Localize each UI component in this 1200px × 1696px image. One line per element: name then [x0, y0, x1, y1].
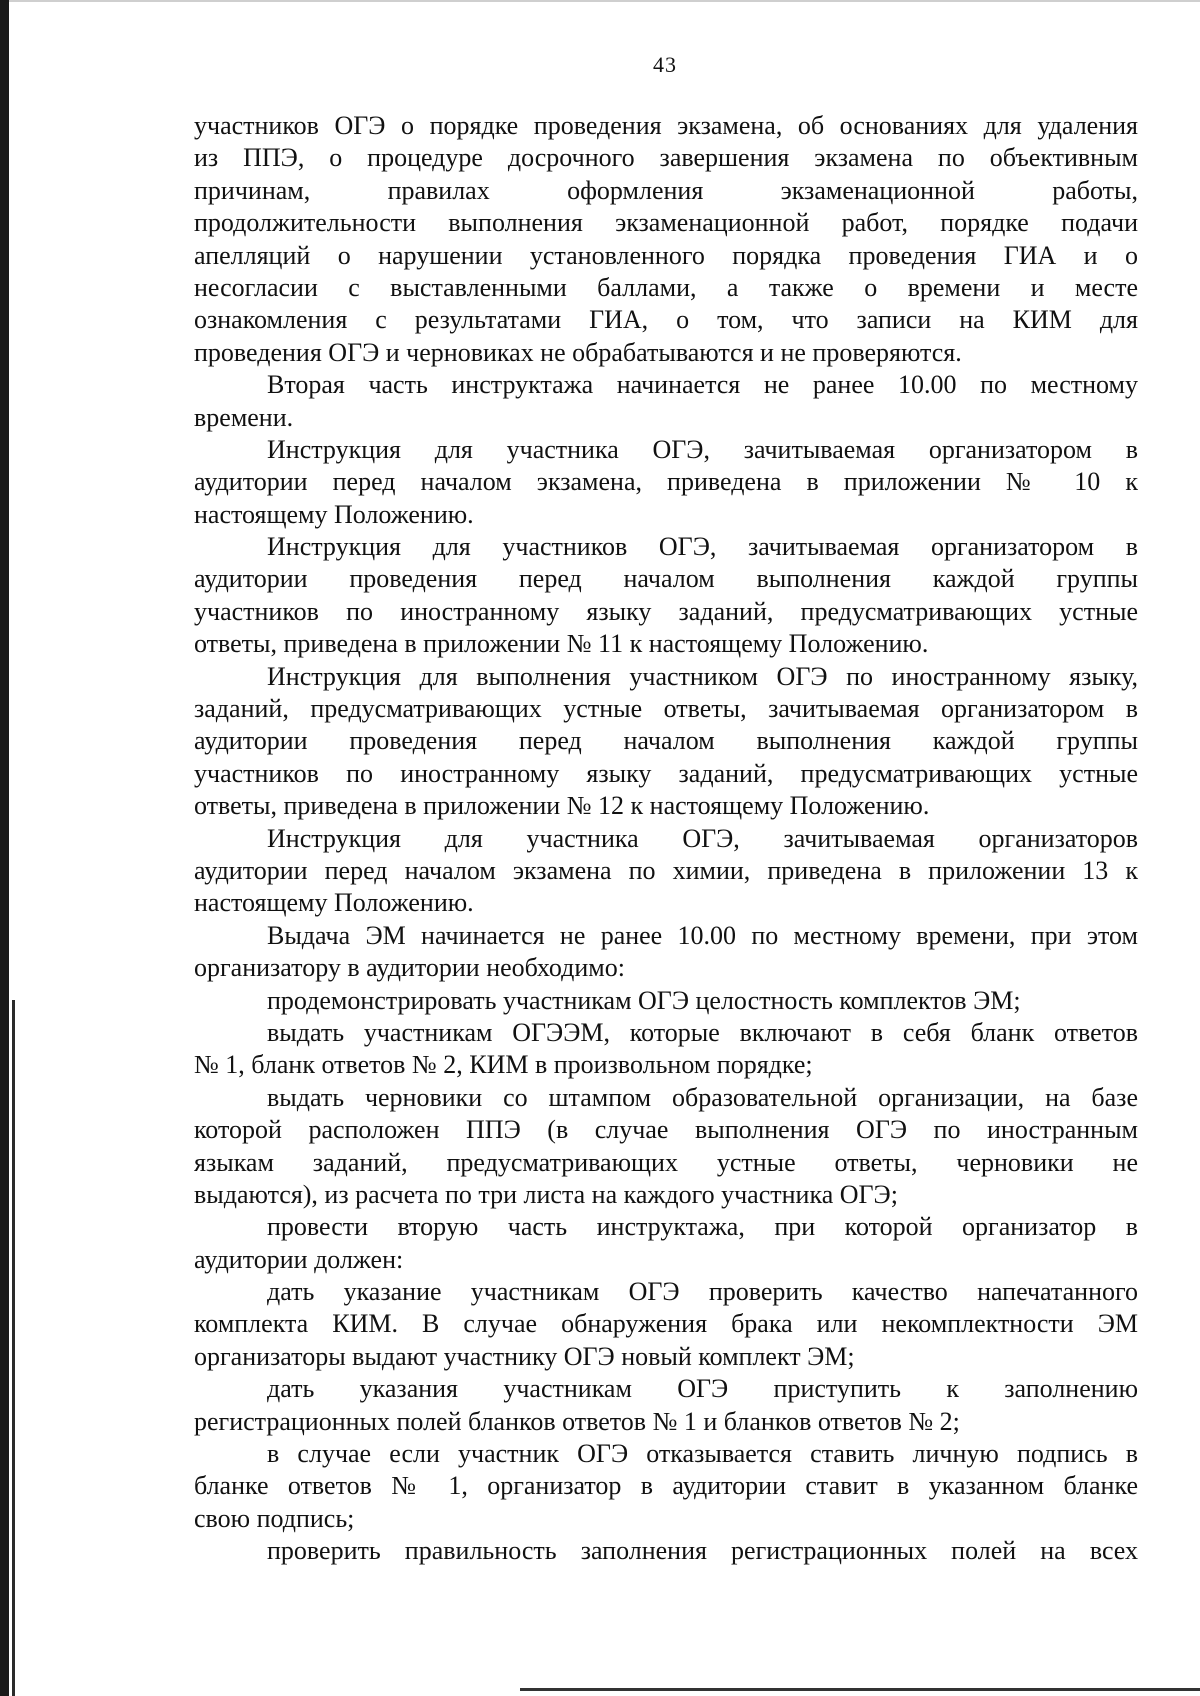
text-line: аудитории проведения перед началом выполнения каждой группы — [194, 564, 1138, 594]
text-line: ответы, приведена в приложении № 12 к настоящему Положению. — [194, 791, 930, 821]
text-line: участников по иностранному языку заданий, предусматривающих устные — [194, 758, 1138, 788]
scan-left-edge — [0, 0, 9, 1696]
text-line: Инструкция для участника ОГЭ, зачитываемая организаторов — [267, 823, 1138, 853]
text-line: Инструкция для выполнения участником ОГЭ по иностранному языку, — [267, 661, 1138, 691]
text-line: продолжительности выполнения экзаменационной работ, порядке подачи — [194, 208, 1138, 238]
text-line: несогласии с выставленными баллами, а также о времени и месте — [194, 272, 1138, 302]
text-line: заданий, предусматривающих устные ответы, зачитываемая организатором в — [194, 694, 1138, 724]
text-line: которой расположен ППЭ (в случае выполнения ОГЭ по иностранным — [194, 1115, 1138, 1145]
text-line: выдаются), из расчета по три листа на каждого участника ОГЭ; — [194, 1179, 898, 1209]
text-line: Инструкция для участников ОГЭ, зачитываемая организатором в — [267, 532, 1138, 562]
text-line: в случае если участник ОГЭ отказывается ставить личную подпись в — [267, 1439, 1138, 1469]
text-line: Выдача ЭМ начинается не ранее 10.00 по местному времени, при этом — [267, 920, 1138, 950]
text-line: участников по иностранному языку заданий, предусматривающих устные — [194, 596, 1138, 626]
text-line: регистрационных полей бланков ответов № 1 и бланков ответов № 2; — [194, 1406, 960, 1436]
text-line: ознакомления с результатами ГИА, о том, что записи на КИМ для — [194, 305, 1138, 335]
text-line: ответы, приведена в приложении № 11 к настоящему Положению. — [194, 629, 929, 659]
text-line: из ППЭ, о процедуре досрочного завершения экзамена по объективным — [194, 143, 1138, 173]
text-line: организаторы выдают участнику ОГЭ новый комплект ЭМ; — [194, 1341, 855, 1371]
scan-bottom-edge — [520, 1688, 1200, 1691]
text-line: комплекта КИМ. В случае обнаружения брака или некомплектности ЭМ — [194, 1309, 1138, 1339]
page-number: 43 — [653, 52, 677, 77]
text-line: проверить правильность заполнения регистрационных полей на всех — [267, 1536, 1138, 1566]
text-line: настоящему Положению. — [194, 499, 474, 529]
text-line: апелляций о нарушении установленного порядка проведения ГИА и о — [194, 240, 1138, 270]
scan-left-edge-inner — [12, 1000, 15, 1696]
text-line: языкам заданий, предусматривающих устные ответы, черновики не — [194, 1147, 1138, 1177]
text-line: аудитории перед началом экзамена по химии, приведена в приложении 13 к — [194, 855, 1138, 885]
text-line: организатору в аудитории необходимо: — [194, 953, 625, 983]
text-line: выдать черновики со штампом образовательной организации, на базе — [267, 1082, 1138, 1112]
text-line: Инструкция для участника ОГЭ, зачитываемая организатором в — [267, 434, 1138, 464]
text-line: выдать участникам ОГЭЭМ, которые включают в себя бланк ответов — [267, 1017, 1138, 1047]
text-line: настоящему Положению. — [194, 888, 474, 918]
text-line: аудитории проведения перед началом выполнения каждой группы — [194, 726, 1138, 756]
text-line: причинам, правилах оформления экзаменационной работы, — [194, 175, 1138, 205]
text-line: аудитории перед началом экзамена, приведена в приложении № 10 к — [194, 467, 1138, 497]
text-line: № 1, бланк ответов № 2, КИМ в произвольном порядке; — [194, 1050, 813, 1080]
text-line: провести вторую часть инструктажа, при которой организатор в — [267, 1212, 1138, 1242]
text-line: продемонстрировать участникам ОГЭ целостность комплектов ЭМ; — [267, 985, 1021, 1015]
text-line: дать указания участникам ОГЭ приступить к заполнению — [267, 1374, 1138, 1404]
text-line: участников ОГЭ о порядке проведения экзамена, об основаниях для удаления — [194, 111, 1138, 140]
text-line: свою подпись; — [194, 1503, 355, 1533]
text-line: дать указание участникам ОГЭ проверить качество напечатанного — [267, 1277, 1138, 1307]
text-line: времени. — [194, 402, 294, 432]
text-line: проведения ОГЭ и черновиках не обрабатываются и не проверяются. — [194, 337, 962, 367]
text-line: Вторая часть инструктажа начинается не ранее 10.00 по местному — [267, 370, 1138, 400]
text-line: бланке ответов № 1, организатор в аудитории ставит в указанном бланке — [194, 1471, 1138, 1501]
text-line: аудитории должен: — [194, 1244, 404, 1274]
scan-top-edge — [0, 0, 1200, 2]
document-body — [194, 110, 1138, 1568]
